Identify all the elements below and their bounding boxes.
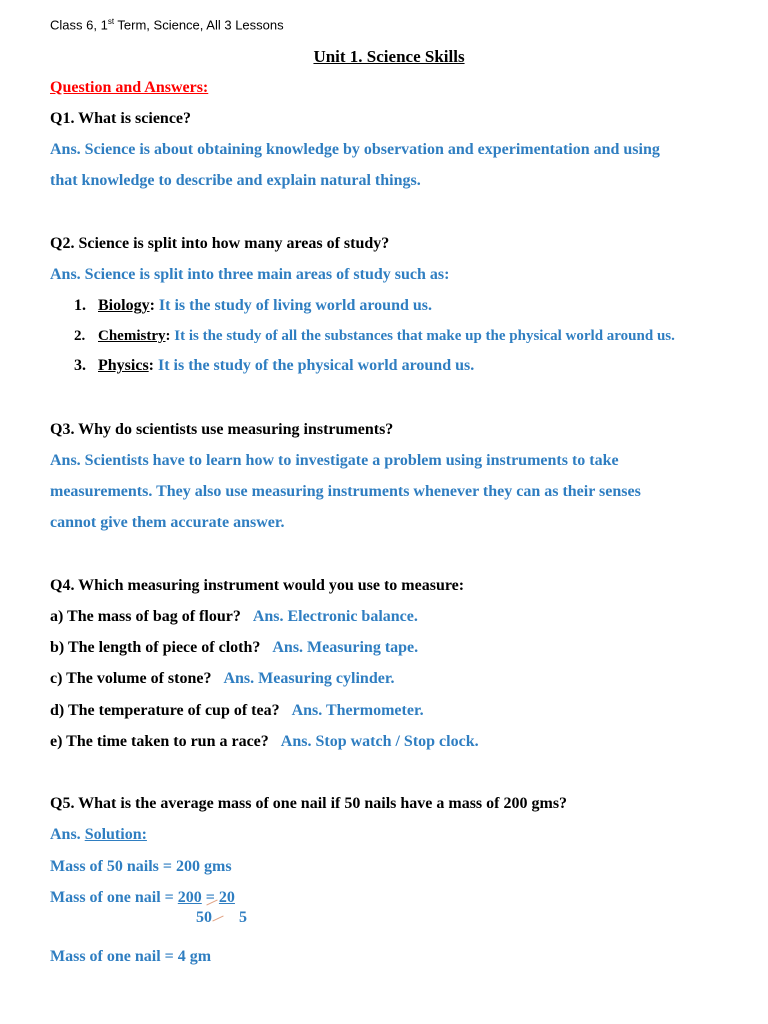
q2-list-item [74,297,432,315]
q4-item-question: a) The mass of bag of flour? [50,608,241,625]
list-description: It is the study of living world around us. [154,297,432,314]
solution-label: Solution: [84,826,147,843]
list-colon: : [165,328,171,344]
q1-answer-line-1: Ans. Science is about obtaining knowledge by observation and experimentation and using [50,141,660,158]
q4-item-answer: Ans. Stop watch / Stop clock. [280,733,479,750]
q4-item-answer: Ans. Thermometer. [291,702,424,719]
q5-solution-line-1: Mass of 50 nails = 200 gms [50,858,232,875]
list-number: 3. [74,357,86,374]
q2-question: Q2. Science is split into how many areas of study? [50,235,390,252]
list-colon: : [149,297,155,314]
fraction-denominator: 5 [239,909,247,926]
q4-item [50,670,394,688]
q4-item [50,608,418,626]
list-number: 2. [74,328,86,344]
solution-text: Mass of one nail = [50,889,178,906]
list-term: Chemistry [98,328,166,344]
q5-answer-label [50,826,147,844]
q5-solution-line-3: Mass of one nail = 4 gm [50,948,212,965]
equals-sign: = [201,889,219,906]
q5-question: Q5. What is the average mass of one nail if 50 nails have a mass of 200 gms? [50,795,568,812]
q2-list-item [74,328,675,345]
q4-item-question: b) The length of piece of cloth? [50,639,261,656]
ans-prefix: Ans. [50,826,85,843]
list-description: It is the study of the physical world around us. [154,357,475,374]
q4-item [50,639,418,657]
page-header [50,17,284,32]
section-heading: Question and Answers: [50,79,209,96]
q4-item [50,702,424,720]
q2-list-item [74,357,474,375]
q4-item-answer: Ans. Electronic balance. [252,608,418,625]
q3-answer-line-1: Ans. Scientists have to learn how to investigate a problem using instruments to take [50,452,619,469]
page-title: Unit 1. Science Skills [313,47,465,66]
list-term: Physics [98,357,149,374]
header-text-rest: Term, Science, All 3 Lessons [114,17,284,33]
q4-item-question: c) The volume of stone? [50,670,212,687]
q2-answer: Ans. Science is split into three main areas of study such as: [50,266,450,283]
fraction-numerator: 20 [218,889,235,906]
q3-question: Q3. Why do scientists use measuring instruments? [50,421,394,438]
list-number: 1. [74,297,86,314]
fraction-numerator: 200 [177,889,202,906]
header-superscript: st [107,17,115,26]
header-text: Class 6, 1 [50,17,108,33]
q1-question: Q1. What is science? [50,110,192,127]
q4-item-answer: Ans. Measuring tape. [272,639,419,656]
q4-item-question: e) The time taken to run a race? [50,733,269,750]
q4-item-question: d) The temperature of cup of tea? [50,702,280,719]
list-colon: : [148,357,154,374]
q4-item-answer: Ans. Measuring cylinder. [223,670,395,687]
q3-answer-line-3: cannot give them accurate answer. [50,514,285,531]
q3-answer-line-2: measurements. They also use measuring instruments whenever they can as their senses [50,483,641,500]
q1-answer-line-2: that knowledge to describe and explain natural things. [50,172,421,189]
fraction-denominator: 50 [196,909,212,926]
q4-question: Q4. Which measuring instrument would you use to measure: [50,577,465,594]
list-description: It is the study of all the substances that make up the physical world around us. [170,328,675,344]
q4-item [50,733,479,751]
cancel-mark-icon [212,916,223,922]
list-term: Biology [98,297,150,314]
